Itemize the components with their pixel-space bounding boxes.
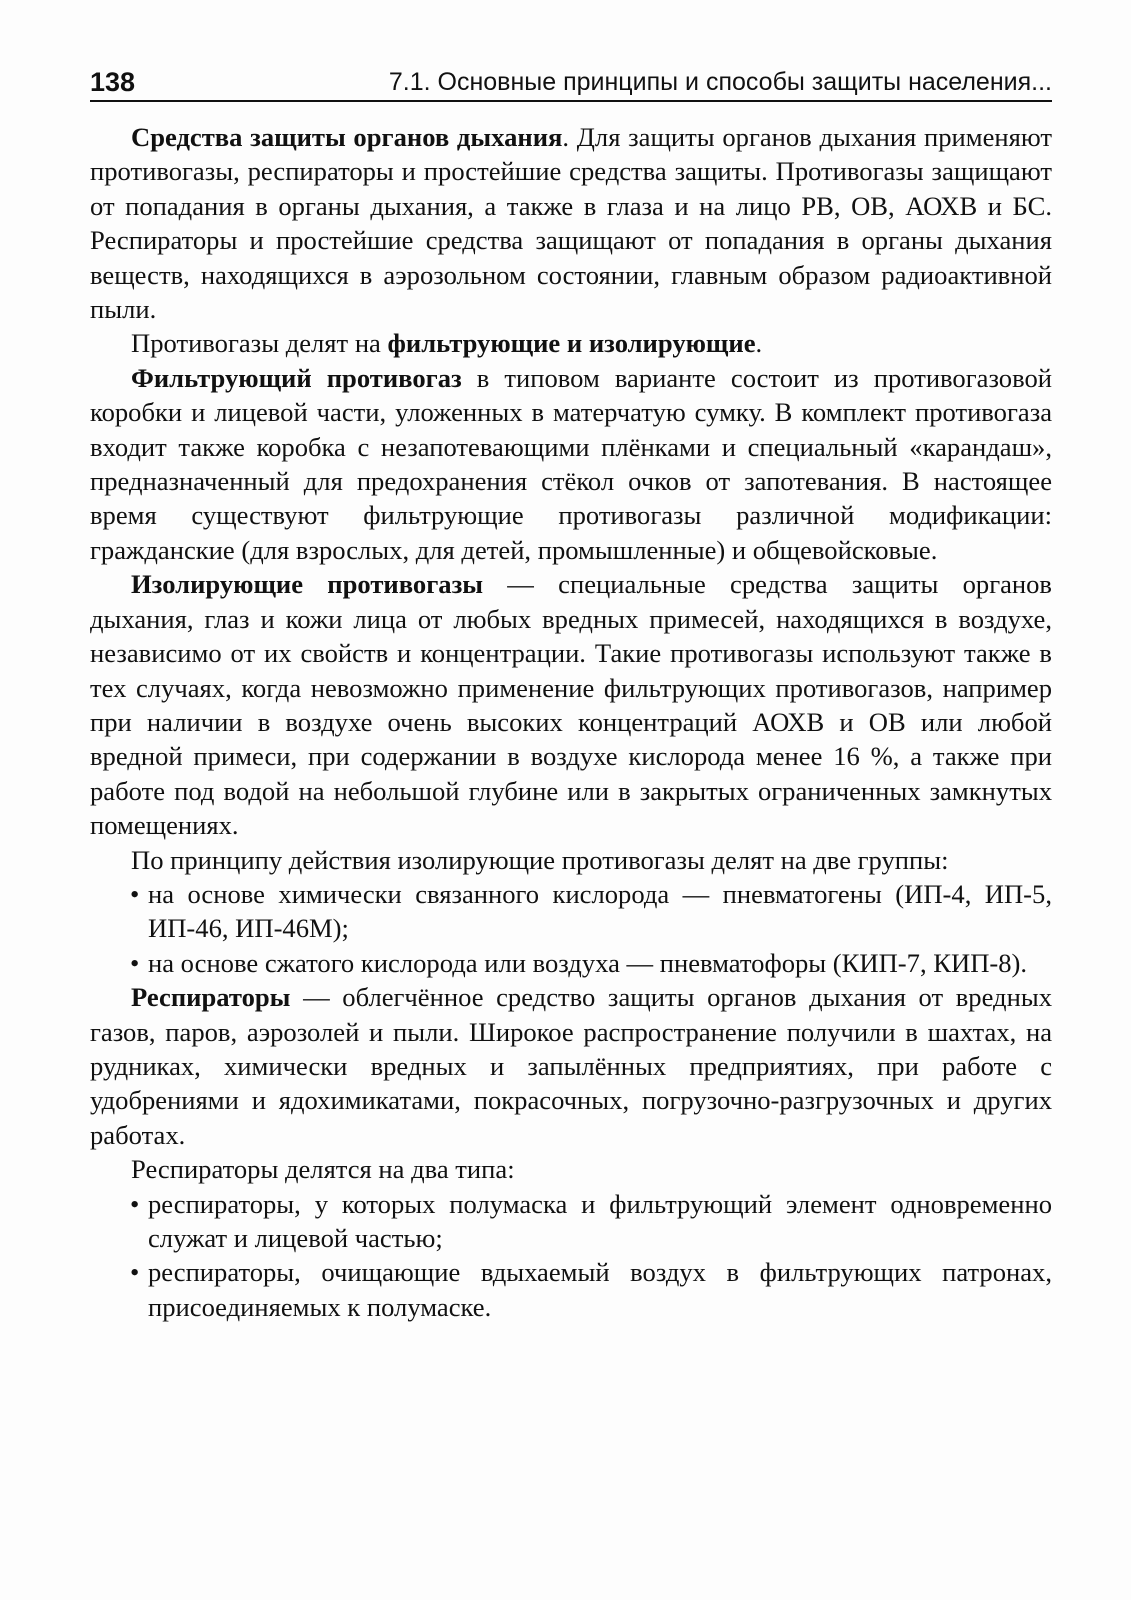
list-item-text: на основе химически связанного кислорода — пневматогены (ИП-4, ИП-5, ИП-46, ИП-46М); — [148, 878, 1052, 944]
paragraph-filtering-gas-mask — [90, 361, 1052, 567]
paragraph-text: По принципу действия изолирующие противогазы делят на две группы: — [131, 844, 949, 875]
paragraph-respirator-types — [90, 1152, 1052, 1186]
paragraph-end: . — [755, 328, 763, 359]
list-item-text: на основе сжатого кислорода или воздуха — пневматофоры (КИП-7, КИП-8). — [148, 947, 1028, 978]
paragraph-text: Респираторы делятся на два типа: — [131, 1154, 515, 1185]
paragraph-text: в типовом варианте состоит из противогазовой коробки и лицевой части, уложенных в матерчатую сумку. В комплект противогаза входит также коробка с незапотевающими плёнками и специальный «карандаш», предназначенный для предохранения стёкол очков от запотевания. В настоящее время существуют фильтрующие противогазы различной модификации: гражданские (для взрослых, для детей, промышленные) и общевойсковые. — [90, 362, 1052, 565]
paragraph-text: — специальные средства защиты органов дыхания, глаз и кожи лица от любых вредных примесей, находящихся в воздухе, независимо от их свойств и концентрации. Такие противогазы используют также в тех случаях, когда невозможно применение фильтрующих противогазов, например при наличии в воздухе очень высоких концентраций АОХВ и ОВ или любой вредной примеси, при содержании в воздухе кислорода менее 16 %, а также при работе под водой на небольшой глубине или в закрытых ограниченных замкнутых помещениях. — [90, 569, 1052, 841]
page-number: 138 — [90, 67, 136, 97]
term-isolating-gas-masks: Изолирующие противогазы — [131, 569, 484, 600]
paragraph-text: — облегчённое средство защиты органов дыхания от вредных газов, паров, аэрозолей и пыли. Широкое распространение получили в шахтах, на рудниках, химически вредных и запылённых предприятиях, при работе с удобрениями и ядохимикатами, покрасочных, погрузочно-разгрузочных и других работах. — [90, 982, 1052, 1150]
list-item-text: респираторы, у которых полумаска и фильтрующий элемент одновременно служат и лицевой частью; — [148, 1188, 1052, 1253]
paragraph-text: Противогазы делят на — [131, 328, 388, 359]
bullet-icon: • — [130, 1188, 140, 1219]
running-title: 7.1. Основные принципы и способы защиты населения... — [388, 68, 1052, 96]
term-respirators: Респираторы — [131, 982, 291, 1013]
paragraph-text: . Для защиты органов дыхания применяют противогазы, респираторы и простейшие средства защиты. Противогазы защищают от попадания в органы дыхания, а также в глаза и на лицо РВ, ОВ, АОХВ и БС. Респираторы и простейшие средства защищают от попадания в органы дыхания веществ, находящихся в аэрозольном состоянии, главным образом радиоактивной пыли. — [90, 122, 1052, 325]
list-respirator-types — [90, 1187, 1052, 1325]
list-item — [90, 1255, 1052, 1324]
term-filtering-isolating: фильтрующие и изолирующие — [387, 328, 756, 359]
list-item — [90, 1187, 1052, 1256]
paragraph-isolating-groups — [90, 843, 1052, 877]
paragraph-respirators — [90, 980, 1052, 1152]
paragraph-respiratory-protection — [90, 120, 1052, 326]
bullet-icon: • — [130, 1257, 140, 1288]
list-item — [90, 946, 1052, 980]
page-header — [90, 66, 1052, 102]
bullet-icon: • — [130, 947, 140, 978]
page-body — [90, 120, 1052, 1324]
paragraph-gas-mask-types — [90, 326, 1052, 360]
paragraph-isolating-gas-masks — [90, 567, 1052, 842]
term-respiratory-protection: Средства защиты органов дыхания — [131, 122, 563, 152]
list-item — [90, 877, 1052, 946]
list-isolating-groups — [90, 877, 1052, 980]
term-filtering-gas-mask: Фильтрующий противогаз — [131, 362, 462, 393]
list-item-text: респираторы, очищающие вдыхаемый воздух в фильтрующих патронах, присоединяемых к полумаске. — [148, 1257, 1052, 1322]
bullet-icon: • — [130, 878, 140, 909]
